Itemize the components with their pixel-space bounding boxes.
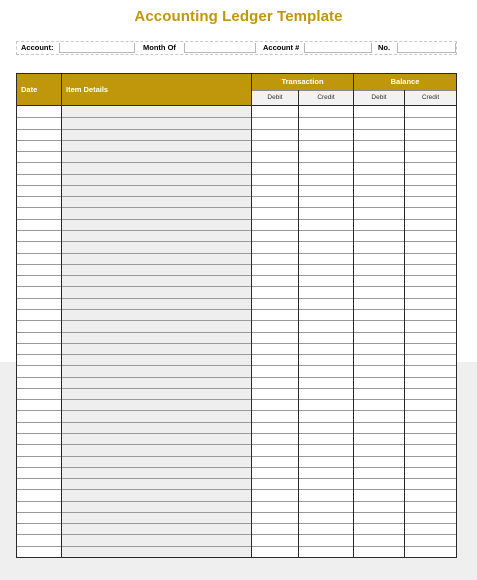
item-details-header: Item Details	[62, 74, 251, 105]
column-divider	[404, 90, 405, 557]
ledger-row-line	[17, 151, 456, 152]
account-field[interactable]	[59, 43, 135, 53]
ledger-row-line	[17, 219, 456, 220]
ledger-row-line	[17, 377, 456, 378]
ledger-row-line	[17, 546, 456, 547]
ledger-row-line	[17, 478, 456, 479]
month-of-field[interactable]	[184, 43, 256, 53]
ledger-row-line	[17, 196, 456, 197]
balance-debit-header: Debit	[354, 90, 404, 105]
column-divider	[61, 74, 62, 557]
ledger-row-line	[17, 320, 456, 321]
ledger-row-line	[17, 162, 456, 163]
ledger-row-line	[17, 275, 456, 276]
account-number-field[interactable]	[304, 43, 372, 53]
ledger-row-line	[17, 501, 456, 502]
ledger-row-line	[17, 365, 456, 366]
ledger-row-line	[17, 388, 456, 389]
ledger-row-line	[17, 174, 456, 175]
ledger-row-line	[17, 467, 456, 468]
ledger-row-line	[17, 286, 456, 287]
ledger-row-line	[17, 489, 456, 490]
transaction-header: Transaction	[252, 74, 353, 90]
column-divider	[353, 74, 354, 557]
balance-header: Balance	[354, 74, 456, 90]
date-header: Date	[17, 74, 61, 105]
ledger-row-line	[17, 512, 456, 513]
ledger-row-line	[17, 309, 456, 310]
ledger-row-line	[17, 343, 456, 344]
transaction-debit-header: Debit	[252, 90, 298, 105]
account-info-row	[16, 41, 457, 55]
ledger-row-line	[17, 433, 456, 434]
ledger-row-line	[17, 230, 456, 231]
ledger-row-line	[17, 129, 456, 130]
ledger-table	[16, 73, 457, 558]
ledger-row-line	[17, 410, 456, 411]
column-divider	[251, 74, 252, 557]
account-number-label: Account #	[263, 43, 300, 52]
balance-credit-header: Credit	[405, 90, 456, 105]
subheader-divider	[252, 90, 456, 91]
ledger-row-line	[17, 444, 456, 445]
ledger-row-line	[17, 253, 456, 254]
ledger-row-line	[17, 207, 456, 208]
ledger-row-line	[17, 399, 456, 400]
ledger-body	[17, 105, 456, 557]
ledger-row-line	[17, 332, 456, 333]
ledger-row-line	[17, 140, 456, 141]
ledger-row-line	[17, 117, 456, 118]
ledger-row-line	[17, 264, 456, 265]
number-field[interactable]	[397, 43, 456, 53]
number-label: No.	[378, 43, 391, 52]
account-label: Account:	[21, 43, 54, 52]
ledger-row-line	[17, 354, 456, 355]
ledger-row-line	[17, 241, 456, 242]
ledger-row-line	[17, 523, 456, 524]
month-of-label: Month Of	[143, 43, 176, 52]
page-title: Accounting Ledger Template	[134, 8, 343, 25]
column-divider	[298, 90, 299, 557]
transaction-credit-header: Credit	[299, 90, 353, 105]
ledger-row-line	[17, 534, 456, 535]
ledger-row-line	[17, 185, 456, 186]
ledger-row-line	[17, 298, 456, 299]
ledger-row-line	[17, 456, 456, 457]
ledger-row-line	[17, 422, 456, 423]
